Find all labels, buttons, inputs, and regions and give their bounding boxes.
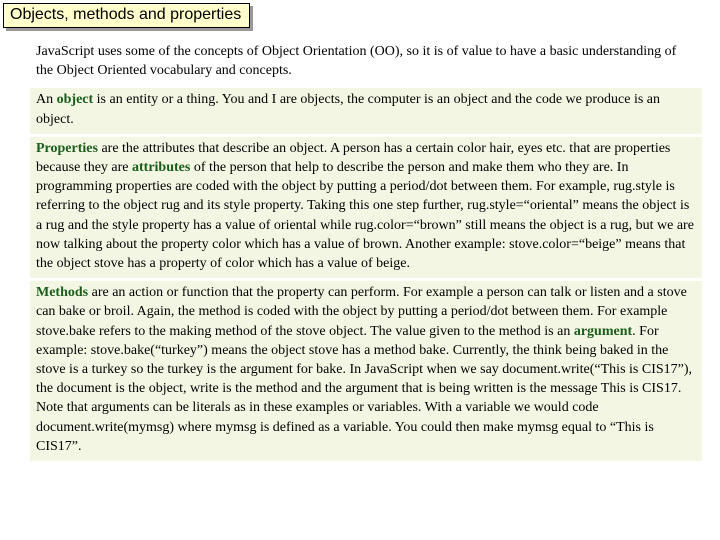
properties-text-b: of the person that help to describe the person and make them who they are. In programming properties are coded with the object by putting a period/dot between them. For example, rug.style is referring to the object rug and its style property. Taking this one step further, rug.style=“oriental” means the object is a rug and the style property has a value of oriental while rug.color=“brown” still means the object is a rug, but we are now talking about the property color which has a value of brown. Another example: stove.color=“beige” means that the object stove has a property of color which has a value of beige.: [36, 160, 694, 272]
object-term: object: [56, 92, 94, 108]
slide-title: Objects, methods and properties: [3, 3, 250, 28]
properties-paragraph: [30, 137, 702, 278]
methods-term: Methods: [36, 285, 89, 301]
argument-term: argument: [573, 323, 633, 339]
object-text: is an entity or a thing. You and I are objects, the computer is an object and the code we produce is an object.: [36, 92, 661, 127]
methods-text-a: are an action or function that the property can perform. For example a person can talk or listen and a stove can bake or broil. Again, the method is coded with the object by putting a period/dot between them. For example stove.bake refers to the making method of the stove object. The value given to the method is an: [36, 285, 687, 339]
object-prefix: An: [36, 92, 57, 108]
intro-text: JavaScript uses some of the concepts of Object Orientation (OO), so it is of value to have a basic understanding of the Object Oriented vocabulary and concepts.: [36, 44, 677, 79]
slide-body: [30, 40, 702, 461]
object-paragraph: [30, 88, 702, 133]
methods-paragraph: [30, 281, 702, 461]
attributes-term: attributes: [132, 160, 191, 176]
properties-term: Properties: [36, 140, 98, 156]
methods-text-b: . For example: stove.bake(“turkey”) means the object stove has a method bake. Currently, the think being baked in the stove is a turkey so the turkey is the argument for bake. In JavaScript when we say document.write(“This is CIS17”), the document is the object, write is the method and the argument that is being written is the message This is CIS17. Note that arguments can be literals as in these examples or variables. With a variable we would code document.write(mymsg) where mymsg is defined as a variable. You could then make mymsg equal to “This is CIS17”.: [36, 323, 693, 454]
intro-paragraph: [30, 40, 702, 85]
properties-text-a: are the attributes that describe an object. A person has a certain color hair, eyes etc. that are properties because they are: [36, 140, 671, 176]
